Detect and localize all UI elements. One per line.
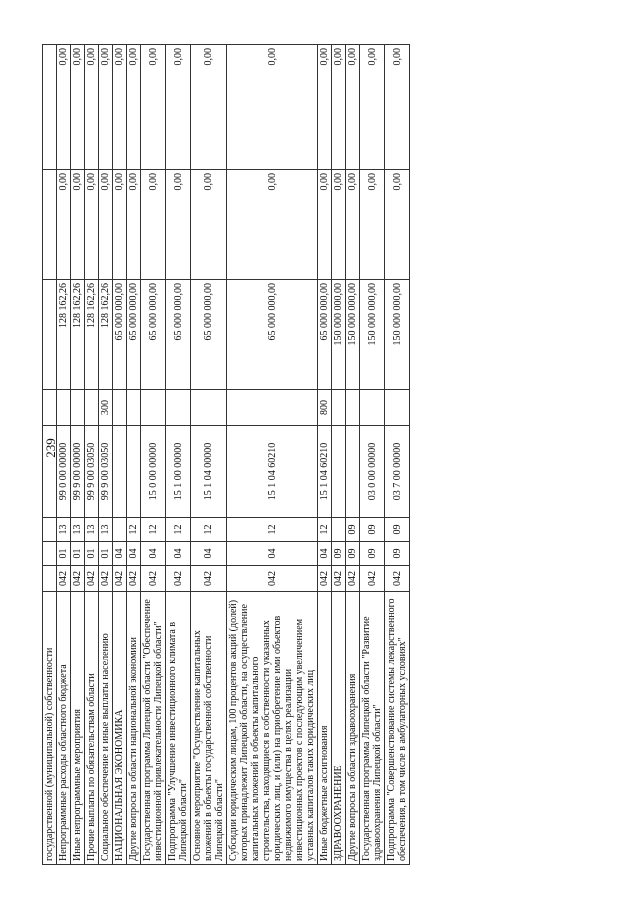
row-sum-2: 0,00	[113, 170, 127, 280]
row-podrazdel: 12	[166, 518, 191, 542]
row-grbs: 042	[141, 566, 166, 592]
row-razdel: 01	[57, 542, 71, 566]
row-podrazdel: 12	[191, 518, 227, 542]
row-sum-2: 0,00	[360, 170, 385, 280]
row-expense-type	[191, 390, 227, 426]
row-podrazdel: 12	[127, 518, 141, 542]
row-name: Основное мероприятие "Осуществление капитальных вложений в объекты государственной собственности Липецкой области"	[191, 592, 227, 865]
row-grbs: 042	[318, 566, 332, 592]
row-grbs: 042	[360, 566, 385, 592]
row-razdel: 01	[85, 542, 99, 566]
row-podrazdel: 12	[141, 518, 166, 542]
row-grbs: 042	[85, 566, 99, 592]
row-sum-1: 65 000 000,00	[227, 280, 318, 390]
row-razdel: 09	[360, 542, 385, 566]
row-target-article	[43, 426, 57, 518]
row-sum-3: 0,00	[113, 45, 127, 170]
table-row	[227, 45, 318, 865]
budget-table	[42, 44, 410, 865]
row-expense-type	[141, 390, 166, 426]
row-expense-type	[43, 390, 57, 426]
row-sum-3: 0,00	[318, 45, 332, 170]
row-razdel: 01	[99, 542, 113, 566]
page-number: 239	[43, 438, 58, 458]
row-razdel	[43, 542, 57, 566]
row-sum-2: 0,00	[141, 170, 166, 280]
row-sum-3: 0,00	[71, 45, 85, 170]
row-target-article: 99 9 00 00000	[71, 426, 85, 518]
row-sum-1: 65 000 000,00	[191, 280, 227, 390]
table-row	[71, 45, 85, 865]
row-razdel: 09	[385, 542, 410, 566]
row-razdel: 04	[318, 542, 332, 566]
row-sum-2: 0,00	[71, 170, 85, 280]
row-sum-1: 65 000 000,00	[318, 280, 332, 390]
row-target-article: 99 9 00 03050	[85, 426, 99, 518]
row-name: Государственная программа Липецкой области "Развитие здравоохранения Липецкой области"	[360, 592, 385, 865]
row-sum-2: 0,00	[57, 170, 71, 280]
row-grbs: 042	[127, 566, 141, 592]
row-razdel: 04	[227, 542, 318, 566]
row-podrazdel: 09	[346, 518, 360, 542]
table-row	[166, 45, 191, 865]
row-target-article	[113, 426, 127, 518]
row-grbs: 042	[71, 566, 85, 592]
row-sum-2: 0,00	[385, 170, 410, 280]
row-sum-3: 0,00	[85, 45, 99, 170]
table-row	[141, 45, 166, 865]
table-body	[43, 45, 410, 865]
row-name: Иные бюджетные ассигнования	[318, 592, 332, 865]
table-row	[43, 45, 57, 865]
row-expense-type	[113, 390, 127, 426]
row-target-article: 15 0 00 00000	[141, 426, 166, 518]
row-sum-1: 128 162,26	[85, 280, 99, 390]
row-target-article: 15 1 00 00000	[166, 426, 191, 518]
row-podrazdel: 09	[385, 518, 410, 542]
row-podrazdel	[43, 518, 57, 542]
row-podrazdel: 12	[318, 518, 332, 542]
row-podrazdel	[113, 518, 127, 542]
row-target-article: 15 1 04 00000	[191, 426, 227, 518]
row-grbs: 042	[99, 566, 113, 592]
row-sum-2: 0,00	[332, 170, 346, 280]
table-row	[57, 45, 71, 865]
row-sum-2: 0,00	[227, 170, 318, 280]
row-name: НАЦИОНАЛЬНАЯ ЭКОНОМИКА	[113, 592, 127, 865]
row-sum-2: 0,00	[166, 170, 191, 280]
row-sum-1: 65 000 000,00	[166, 280, 191, 390]
row-expense-type	[71, 390, 85, 426]
row-name: Субсидии юридическим лицам, 100 процентов акций (долей) которых принадлежит Липецкой области, на осуществление капитальных вложений в объекты капитального строительства, находящиеся в собственности указанных юридических лиц, и (или) на приобретение ими объектов недвижимого имущества в целях реализации инвестиционных проектов с последующим увеличением уставных капиталов таких юридических лиц	[227, 592, 318, 865]
row-expense-type	[346, 390, 360, 426]
row-sum-1: 150 000 000,00	[385, 280, 410, 390]
row-target-article: 99 0 00 00000	[57, 426, 71, 518]
row-razdel: 04	[141, 542, 166, 566]
row-name: ЗДРАВООХРАНЕНИЕ	[332, 592, 346, 865]
row-sum-3	[43, 45, 57, 170]
row-expense-type: 800	[318, 390, 332, 426]
row-sum-2: 0,00	[191, 170, 227, 280]
row-sum-1: 65 000 000,00	[113, 280, 127, 390]
row-sum-2	[43, 170, 57, 280]
row-grbs: 042	[191, 566, 227, 592]
table-row	[360, 45, 385, 865]
row-expense-type: 300	[99, 390, 113, 426]
row-sum-1	[43, 280, 57, 390]
row-expense-type	[385, 390, 410, 426]
row-sum-1: 150 000 000,00	[332, 280, 346, 390]
table-row	[332, 45, 346, 865]
row-podrazdel: 09	[360, 518, 385, 542]
row-target-article: 15 1 04 60210	[318, 426, 332, 518]
row-grbs: 042	[166, 566, 191, 592]
table-row	[113, 45, 127, 865]
row-sum-1: 65 000 000,00	[141, 280, 166, 390]
table-row	[385, 45, 410, 865]
row-sum-3: 0,00	[385, 45, 410, 170]
row-expense-type	[227, 390, 318, 426]
row-sum-3: 0,00	[332, 45, 346, 170]
row-sum-2: 0,00	[127, 170, 141, 280]
row-sum-3: 0,00	[141, 45, 166, 170]
row-sum-2: 0,00	[99, 170, 113, 280]
row-grbs: 042	[113, 566, 127, 592]
row-grbs: 042	[346, 566, 360, 592]
row-sum-1: 128 162,26	[71, 280, 85, 390]
row-sum-3: 0,00	[166, 45, 191, 170]
row-name: Социальное обеспечение и иные выплаты населению	[99, 592, 113, 865]
row-razdel: 04	[191, 542, 227, 566]
row-sum-1: 128 162,26	[57, 280, 71, 390]
row-razdel: 01	[71, 542, 85, 566]
row-razdel: 09	[346, 542, 360, 566]
budget-table-container	[42, 45, 602, 865]
row-sum-1: 128 162,26	[99, 280, 113, 390]
row-name: Государственная программа Липецкой области "Обеспечение инвестиционной привлекательности Липецкой области"	[141, 592, 166, 865]
row-name: Другие вопросы в области здравоохранения	[346, 592, 360, 865]
row-grbs: 042	[385, 566, 410, 592]
row-sum-3: 0,00	[346, 45, 360, 170]
row-sum-1: 65 000 000,00	[127, 280, 141, 390]
row-sum-2: 0,00	[85, 170, 99, 280]
row-target-article	[346, 426, 360, 518]
row-podrazdel: 13	[71, 518, 85, 542]
row-target-article: 03 0 00 00000	[360, 426, 385, 518]
table-row	[85, 45, 99, 865]
row-target-article: 99 9 00 03050	[99, 426, 113, 518]
row-sum-3: 0,00	[99, 45, 113, 170]
row-grbs	[43, 566, 57, 592]
row-name: Другие вопросы в области национальной экономики	[127, 592, 141, 865]
row-podrazdel: 13	[85, 518, 99, 542]
row-sum-1: 150 000 000,00	[346, 280, 360, 390]
row-expense-type	[166, 390, 191, 426]
row-podrazdel: 13	[99, 518, 113, 542]
row-sum-3: 0,00	[57, 45, 71, 170]
row-razdel: 09	[332, 542, 346, 566]
row-podrazdel: 12	[227, 518, 318, 542]
row-grbs: 042	[227, 566, 318, 592]
row-sum-2: 0,00	[318, 170, 332, 280]
row-grbs: 042	[57, 566, 71, 592]
row-sum-3: 0,00	[360, 45, 385, 170]
row-expense-type	[85, 390, 99, 426]
row-razdel: 04	[166, 542, 191, 566]
row-sum-3: 0,00	[127, 45, 141, 170]
row-sum-2: 0,00	[346, 170, 360, 280]
row-target-article: 15 1 04 60210	[227, 426, 318, 518]
row-grbs: 042	[332, 566, 346, 592]
row-razdel: 04	[127, 542, 141, 566]
table-row	[318, 45, 332, 865]
row-name: Подпрограмма "Улучшение инвестиционного климата в Липецкой области"	[166, 592, 191, 865]
table-row	[346, 45, 360, 865]
row-name: Прочие выплаты по обязательствам области	[85, 592, 99, 865]
row-expense-type	[57, 390, 71, 426]
row-expense-type	[360, 390, 385, 426]
row-target-article	[332, 426, 346, 518]
row-sum-3: 0,00	[227, 45, 318, 170]
row-name: Непрограммные расходы областного бюджета	[57, 592, 71, 865]
row-expense-type	[332, 390, 346, 426]
row-target-article	[127, 426, 141, 518]
table-row	[127, 45, 141, 865]
row-name: государственной (муниципальной) собственности	[43, 592, 57, 865]
row-target-article: 03 7 00 00000	[385, 426, 410, 518]
row-name: Иные непрограммные мероприятия	[71, 592, 85, 865]
row-sum-1: 150 000 000,00	[360, 280, 385, 390]
table-row	[99, 45, 113, 865]
row-podrazdel: 13	[57, 518, 71, 542]
row-sum-3: 0,00	[191, 45, 227, 170]
row-razdel: 04	[113, 542, 127, 566]
row-name: Подпрограмма "Совершенствование системы лекарственного обеспечения, в том числе в амбулаторных условиях"	[385, 592, 410, 865]
row-expense-type	[127, 390, 141, 426]
table-row	[191, 45, 227, 865]
row-podrazdel	[332, 518, 346, 542]
